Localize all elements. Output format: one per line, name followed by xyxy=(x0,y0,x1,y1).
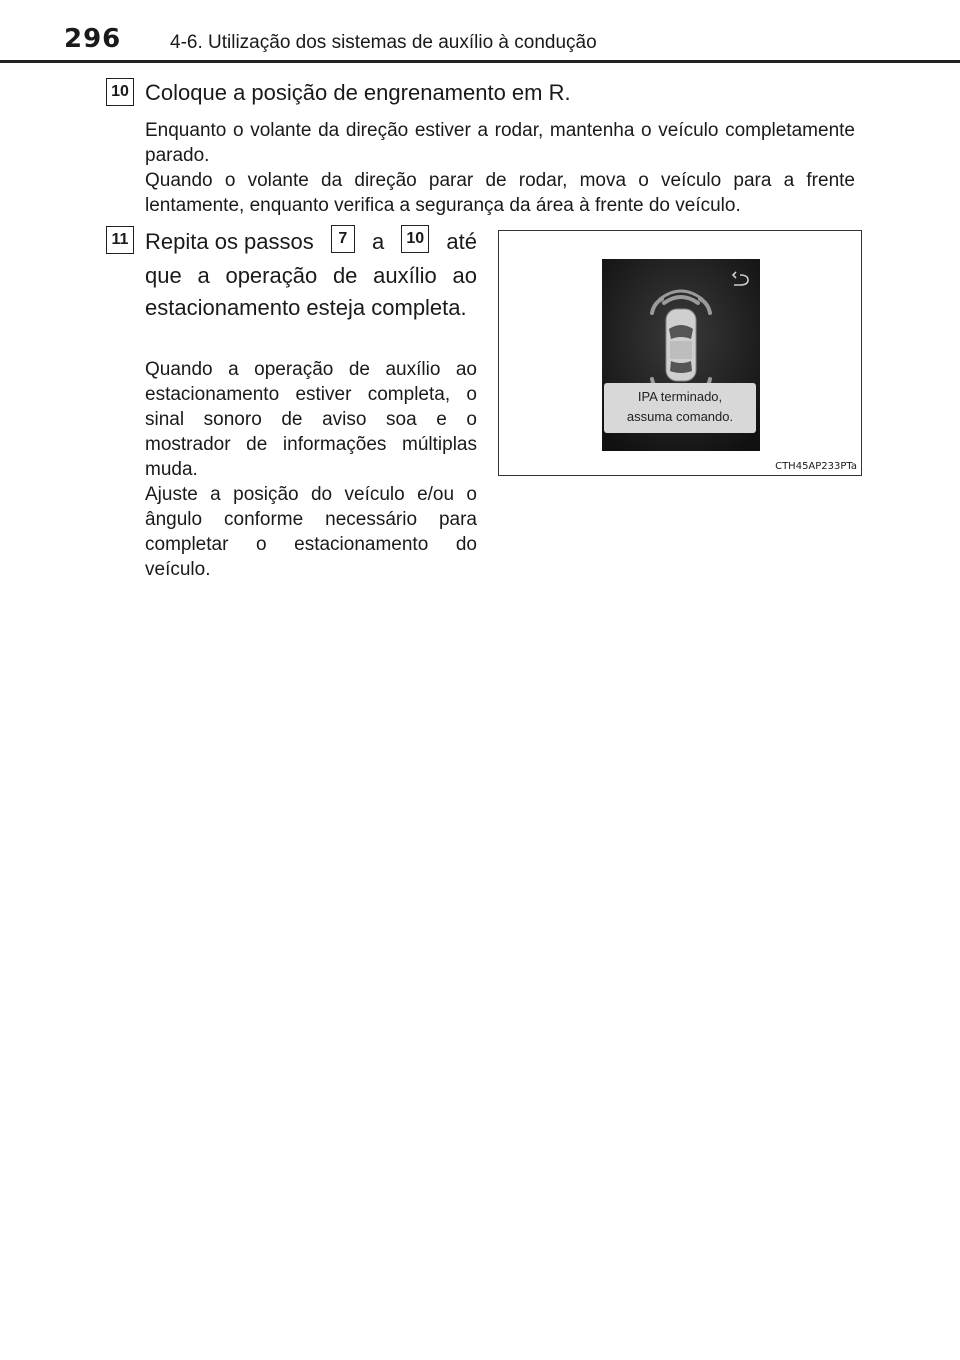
header-rule xyxy=(0,60,960,63)
step-11-heading-end: até xyxy=(446,229,477,254)
step-11-paragraph-1: Quando a operação de auxílio ao estacionamento estiver completa, o sinal sonoro de aviso soa e o mostrador de informações múltiplas muda. xyxy=(145,359,477,480)
step-10-badge: 10 xyxy=(106,78,134,106)
step-11-body xyxy=(145,357,477,582)
car-top-view-icon xyxy=(666,309,696,381)
step-7-reference-badge: 7 xyxy=(331,225,355,253)
multi-information-display-screen xyxy=(602,259,760,451)
message-line-2: assuma comando. xyxy=(626,409,734,424)
step-10-reference-badge: 10 xyxy=(401,225,429,253)
page-number: 296 xyxy=(64,24,122,54)
step-11-heading-line1 xyxy=(145,226,477,258)
step-10-heading: Coloque a posição de engrenamento em R. xyxy=(145,80,571,105)
step-11-heading-a: a xyxy=(371,229,385,254)
step-10-body xyxy=(145,118,855,218)
step-11-heading-start: Repita os passos xyxy=(145,229,314,254)
step-10-paragraph-1: Enquanto o volante da direção estiver a rodar, mantenha o veículo completamente parado. xyxy=(145,120,855,166)
section-title: 4-6. Utilização dos sistemas de auxílio à condução xyxy=(170,32,597,53)
step-10-paragraph-2: Quando o volante da direção parar de rodar, mova o veículo para a frente lentamente, enquanto verifica a segurança da área à frente do veículo. xyxy=(145,170,855,216)
page-header xyxy=(0,0,960,62)
message-line-1: IPA terminado, xyxy=(637,389,723,404)
figure-code: CTH45AP233PTa xyxy=(775,461,857,472)
step-11-badge: 11 xyxy=(106,226,134,254)
figure-multi-information-display xyxy=(498,230,862,476)
step-11-heading xyxy=(145,226,477,324)
step-11-paragraph-2: Ajuste a posição do veículo e/ou o ângulo conforme necessário para completar o estacionamento do veículo. xyxy=(145,484,477,580)
step-11-heading-rest: que a operação de auxílio ao estacionamento esteja completa. xyxy=(145,263,477,320)
ipa-finished-message xyxy=(604,383,756,433)
